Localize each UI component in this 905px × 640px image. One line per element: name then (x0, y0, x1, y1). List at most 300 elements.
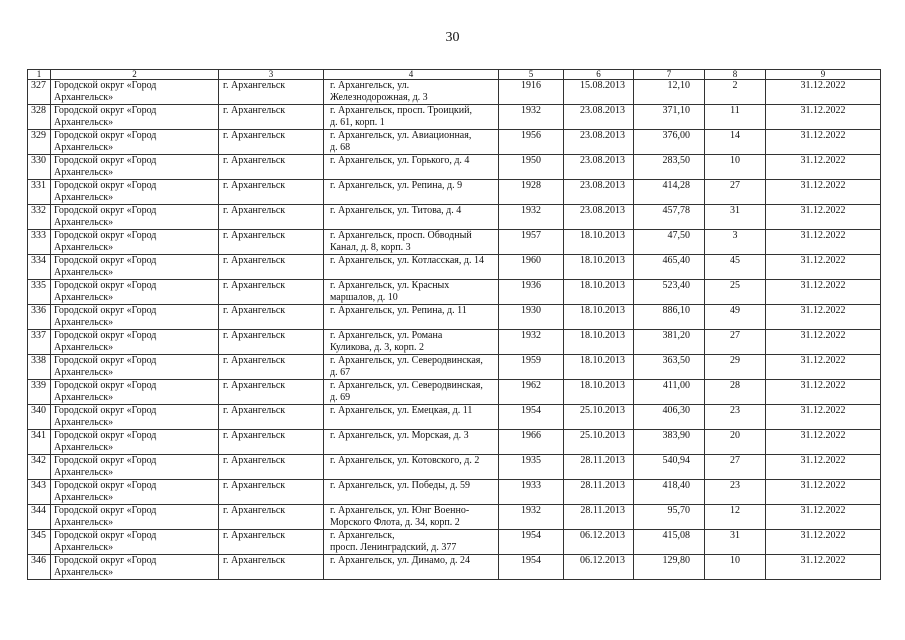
city-cell-line: г. Архангельск (223, 230, 286, 241)
deadline-cell (766, 255, 881, 280)
count-cell-line: 11 (730, 105, 740, 116)
owner-cell-line: Архангельск» (54, 92, 114, 103)
area-cell (634, 380, 705, 405)
count-cell (705, 80, 766, 105)
count-cell (705, 330, 766, 355)
year-cell-line: 1932 (521, 205, 541, 216)
owner-cell-line: Архангельск» (54, 142, 114, 153)
count-cell-line: 14 (730, 130, 740, 141)
area-cell (634, 355, 705, 380)
address-cell-line: г. Архангельск, ул. Юнг Военно- (330, 505, 470, 516)
date-cell-line: 23.08.2013 (580, 180, 625, 191)
address-cell-line: г. Архангельск, ул. Горького, д. 4 (330, 155, 470, 166)
address-cell (324, 480, 499, 505)
area-cell-line: 383,90 (662, 430, 690, 441)
deadline-cell-line: 31.12.2022 (800, 80, 846, 91)
row-number-cell-line: 346 (31, 555, 46, 566)
city-cell-line: г. Архангельск (223, 355, 286, 366)
count-cell-line: 45 (730, 255, 740, 266)
city-cell-line: г. Архангельск (223, 180, 286, 191)
year-cell (499, 330, 564, 355)
column-header: 2 (51, 70, 219, 80)
deadline-cell (766, 430, 881, 455)
deadline-cell (766, 405, 881, 430)
date-cell-line: 18.10.2013 (580, 305, 625, 316)
table-row (28, 80, 881, 105)
year-cell (499, 280, 564, 305)
city-cell-line: г. Архангельск (223, 505, 286, 516)
year-cell-line: 1960 (521, 255, 541, 266)
owner-cell-line: Городской округ «Город (54, 205, 157, 216)
date-cell (564, 180, 634, 205)
count-cell (705, 180, 766, 205)
row-number-cell (28, 505, 51, 530)
owner-cell-line: Архангельск» (54, 567, 114, 578)
address-cell (324, 205, 499, 230)
count-cell (705, 205, 766, 230)
area-cell-line: 381,20 (662, 330, 690, 341)
city-cell (219, 80, 324, 105)
owner-cell-line: Городской округ «Город (54, 405, 157, 416)
column-header: 6 (564, 70, 634, 80)
owner-cell-line: Архангельск» (54, 192, 114, 203)
owner-cell-line: Городской округ «Город (54, 505, 157, 516)
owner-cell-line: Городской округ «Город (54, 180, 157, 191)
city-cell (219, 280, 324, 305)
row-number-cell-line: 342 (31, 455, 46, 466)
table-row (28, 530, 881, 555)
year-cell (499, 455, 564, 480)
column-header: 3 (219, 70, 324, 80)
row-number-cell-line: 340 (31, 405, 46, 416)
owner-cell-line: Архангельск» (54, 242, 114, 253)
area-cell (634, 455, 705, 480)
owner-cell-line: Архангельск» (54, 442, 114, 453)
column-header: 8 (705, 70, 766, 80)
date-cell (564, 155, 634, 180)
date-cell (564, 205, 634, 230)
year-cell-line: 1959 (521, 355, 541, 366)
date-cell-line: 15.08.2013 (580, 80, 625, 91)
date-cell-line: 18.10.2013 (580, 230, 625, 241)
date-cell-line: 28.11.2013 (580, 480, 625, 491)
address-cell (324, 530, 499, 555)
city-cell-line: г. Архангельск (223, 280, 286, 291)
deadline-cell-line: 31.12.2022 (800, 555, 846, 566)
address-cell (324, 380, 499, 405)
count-cell-line: 49 (730, 305, 740, 316)
area-cell (634, 230, 705, 255)
area-cell-line: 411,00 (662, 380, 690, 391)
year-cell (499, 130, 564, 155)
address-cell-line: г. Архангельск, ул. Котласская, д. 14 (330, 255, 484, 266)
owner-cell (51, 180, 219, 205)
owner-cell (51, 155, 219, 180)
row-number-cell (28, 430, 51, 455)
date-cell (564, 130, 634, 155)
page-number: 30 (445, 30, 460, 45)
table-row (28, 105, 881, 130)
count-cell (705, 155, 766, 180)
row-number-cell (28, 155, 51, 180)
owner-cell (51, 80, 219, 105)
address-cell-line: г. Архангельск, ул. Репина, д. 11 (330, 305, 467, 316)
column-header: 9 (766, 70, 881, 80)
year-cell-line: 1956 (521, 130, 541, 141)
owner-cell-line: Городской округ «Город (54, 255, 157, 266)
count-cell-line: 10 (730, 155, 740, 166)
year-cell (499, 305, 564, 330)
city-cell (219, 505, 324, 530)
owner-cell-line: Городской округ «Город (54, 105, 157, 116)
area-cell (634, 405, 705, 430)
date-cell-line: 23.08.2013 (580, 130, 625, 141)
year-cell-line: 1954 (521, 405, 541, 416)
row-number-cell-line: 332 (31, 205, 46, 216)
deadline-cell-line: 31.12.2022 (800, 105, 846, 116)
date-cell (564, 355, 634, 380)
count-cell-line: 3 (732, 230, 738, 241)
owner-cell-line: Городской округ «Город (54, 355, 157, 366)
year-cell-line: 1962 (521, 380, 541, 391)
count-cell (705, 505, 766, 530)
address-cell-line: Железнодорожная, д. 3 (330, 92, 428, 103)
address-cell-line: д. 67 (330, 367, 351, 378)
owner-cell (51, 355, 219, 380)
date-cell-line: 28.11.2013 (580, 505, 625, 516)
year-cell (499, 480, 564, 505)
area-cell (634, 80, 705, 105)
date-cell (564, 505, 634, 530)
row-number-cell-line: 328 (31, 105, 46, 116)
year-cell (499, 505, 564, 530)
deadline-cell-line: 31.12.2022 (800, 405, 846, 416)
year-cell (499, 405, 564, 430)
address-cell (324, 355, 499, 380)
address-cell (324, 455, 499, 480)
deadline-cell-line: 31.12.2022 (800, 330, 846, 341)
owner-cell (51, 505, 219, 530)
column-header: 5 (499, 70, 564, 80)
city-cell-line: г. Архангельск (223, 80, 286, 91)
deadline-cell (766, 480, 881, 505)
address-cell-line: г. Архангельск, ул. Титова, д. 4 (330, 205, 462, 216)
owner-cell (51, 555, 219, 580)
city-cell-line: г. Архангельск (223, 555, 286, 566)
area-cell (634, 280, 705, 305)
city-cell-line: г. Архангельск (223, 530, 286, 541)
area-cell (634, 480, 705, 505)
owner-cell-line: Городской округ «Город (54, 530, 157, 541)
area-cell-line: 376,00 (662, 130, 690, 141)
count-cell (705, 305, 766, 330)
address-cell-line: просп. Ленинградский, д. 377 (330, 542, 457, 553)
address-cell (324, 130, 499, 155)
city-cell-line: г. Архангельск (223, 480, 286, 491)
owner-cell-line: Городской округ «Город (54, 380, 157, 391)
row-number-cell (28, 530, 51, 555)
owner-cell-line: Архангельск» (54, 217, 114, 228)
year-cell-line: 1932 (521, 105, 541, 116)
column-header: 7 (634, 70, 705, 80)
date-cell (564, 80, 634, 105)
city-cell-line: г. Архангельск (223, 430, 286, 441)
owner-cell (51, 255, 219, 280)
city-cell (219, 530, 324, 555)
owner-cell (51, 205, 219, 230)
table-row (28, 180, 881, 205)
year-cell-line: 1935 (521, 455, 541, 466)
date-cell-line: 25.10.2013 (580, 430, 625, 441)
count-cell-line: 20 (730, 430, 740, 441)
address-cell (324, 330, 499, 355)
deadline-cell (766, 205, 881, 230)
deadline-cell-line: 31.12.2022 (800, 430, 846, 441)
city-cell-line: г. Архангельск (223, 255, 286, 266)
date-cell (564, 330, 634, 355)
date-cell-line: 25.10.2013 (580, 405, 625, 416)
city-cell (219, 305, 324, 330)
date-cell (564, 380, 634, 405)
owner-cell (51, 530, 219, 555)
city-cell (219, 330, 324, 355)
date-cell-line: 18.10.2013 (580, 380, 625, 391)
row-number-cell (28, 305, 51, 330)
deadline-cell (766, 130, 881, 155)
count-cell-line: 10 (730, 555, 740, 566)
owner-cell-line: Архангельск» (54, 267, 114, 278)
owner-cell-line: Городской округ «Город (54, 130, 157, 141)
table-row (28, 130, 881, 155)
deadline-cell (766, 105, 881, 130)
owner-cell (51, 230, 219, 255)
owner-cell-line: Городской округ «Город (54, 155, 157, 166)
address-cell-line: г. Архангельск, ул. Емецкая, д. 11 (330, 405, 473, 416)
count-cell-line: 29 (730, 355, 740, 366)
row-number-cell (28, 555, 51, 580)
count-cell-line: 27 (730, 455, 740, 466)
year-cell (499, 255, 564, 280)
owner-cell-line: Архангельск» (54, 492, 114, 503)
deadline-cell (766, 180, 881, 205)
count-cell-line: 12 (730, 505, 740, 516)
row-number-cell-line: 334 (31, 255, 46, 266)
year-cell (499, 180, 564, 205)
address-cell (324, 405, 499, 430)
owner-cell-line: Архангельск» (54, 117, 114, 128)
city-cell-line: г. Архангельск (223, 105, 286, 116)
city-cell (219, 405, 324, 430)
count-cell-line: 23 (730, 405, 740, 416)
table-row (28, 455, 881, 480)
table-row (28, 505, 881, 530)
address-cell-line: Морского Флота, д. 34, корп. 2 (330, 517, 460, 528)
city-cell (219, 380, 324, 405)
address-cell-line: г. Архангельск, ул. Авиационная, (330, 130, 472, 141)
date-cell-line: 18.10.2013 (580, 255, 625, 266)
address-cell (324, 155, 499, 180)
area-cell (634, 155, 705, 180)
deadline-cell (766, 330, 881, 355)
table-row (28, 205, 881, 230)
year-cell (499, 355, 564, 380)
city-cell (219, 480, 324, 505)
area-cell (634, 330, 705, 355)
row-number-cell (28, 355, 51, 380)
row-number-cell-line: 345 (31, 530, 46, 541)
owner-cell (51, 280, 219, 305)
year-cell (499, 530, 564, 555)
row-number-cell (28, 330, 51, 355)
deadline-cell-line: 31.12.2022 (800, 480, 846, 491)
area-cell-line: 523,40 (662, 280, 690, 291)
deadline-cell-line: 31.12.2022 (800, 255, 846, 266)
row-number-cell-line: 343 (31, 480, 46, 491)
city-cell (219, 355, 324, 380)
table-row (28, 280, 881, 305)
address-cell-line: г. Архангельск, ул. Красных (330, 280, 450, 291)
owner-cell-line: Городской округ «Город (54, 430, 157, 441)
year-cell-line: 1966 (521, 430, 541, 441)
area-cell-line: 406,30 (662, 405, 690, 416)
year-cell-line: 1933 (521, 480, 541, 491)
row-number-cell-line: 327 (31, 80, 46, 91)
count-cell-line: 28 (730, 380, 740, 391)
address-cell (324, 505, 499, 530)
table-row (28, 430, 881, 455)
date-cell (564, 255, 634, 280)
area-cell-line: 47,50 (667, 230, 690, 241)
row-number-cell (28, 230, 51, 255)
area-cell (634, 105, 705, 130)
area-cell-line: 95,70 (667, 505, 690, 516)
count-cell (705, 530, 766, 555)
owner-cell (51, 330, 219, 355)
owner-cell-line: Городской округ «Город (54, 330, 157, 341)
address-cell-line: г. Архангельск, просп. Обводный (330, 230, 472, 241)
owner-cell (51, 130, 219, 155)
area-cell (634, 255, 705, 280)
count-cell-line: 2 (732, 80, 738, 91)
date-cell-line: 23.08.2013 (580, 155, 625, 166)
date-cell-line: 18.10.2013 (580, 280, 625, 291)
row-number-cell (28, 80, 51, 105)
date-cell-line: 18.10.2013 (580, 330, 625, 341)
area-cell-line: 457,78 (662, 205, 690, 216)
owner-cell-line: Архангельск» (54, 367, 114, 378)
deadline-cell (766, 505, 881, 530)
area-cell-line: 371,10 (662, 105, 690, 116)
deadline-cell (766, 555, 881, 580)
address-cell-line: д. 69 (330, 392, 351, 403)
date-cell-line: 23.08.2013 (580, 205, 625, 216)
address-cell-line: г. Архангельск, ул. Динамо, д. 24 (330, 555, 471, 566)
city-cell-line: г. Архангельск (223, 155, 286, 166)
count-cell-line: 23 (730, 480, 740, 491)
deadline-cell-line: 31.12.2022 (800, 130, 846, 141)
row-number-cell (28, 405, 51, 430)
year-cell (499, 380, 564, 405)
owner-cell (51, 405, 219, 430)
date-cell-line: 06.12.2013 (580, 555, 625, 566)
year-cell (499, 155, 564, 180)
owner-cell-line: Городской округ «Город (54, 230, 157, 241)
row-number-cell (28, 480, 51, 505)
owner-cell-line: Архангельск» (54, 517, 114, 528)
deadline-cell (766, 280, 881, 305)
owner-cell-line: Городской округ «Город (54, 455, 157, 466)
date-cell (564, 230, 634, 255)
deadline-cell-line: 31.12.2022 (800, 380, 846, 391)
deadline-cell-line: 31.12.2022 (800, 530, 846, 541)
count-cell (705, 230, 766, 255)
area-cell-line: 363,50 (662, 355, 690, 366)
year-cell (499, 205, 564, 230)
owner-cell-line: Архангельск» (54, 392, 114, 403)
deadline-cell (766, 455, 881, 480)
table-row (28, 230, 881, 255)
city-cell (219, 430, 324, 455)
area-cell (634, 305, 705, 330)
address-cell-line: Куликова, д. 3, корп. 2 (330, 342, 424, 353)
address-cell-line: г. Архангельск, ул. Северодвинская, (330, 355, 483, 366)
city-cell (219, 155, 324, 180)
address-cell (324, 430, 499, 455)
area-cell-line: 418,40 (662, 480, 690, 491)
deadline-cell-line: 31.12.2022 (800, 505, 846, 516)
city-cell-line: г. Архангельск (223, 305, 286, 316)
count-cell-line: 31 (730, 530, 740, 541)
area-cell-line: 540,94 (662, 455, 690, 466)
area-cell (634, 530, 705, 555)
city-cell-line: г. Архангельск (223, 380, 286, 391)
city-cell (219, 205, 324, 230)
owner-cell-line: Городской округ «Город (54, 305, 157, 316)
registry-table (27, 69, 881, 580)
row-number-cell-line: 338 (31, 355, 46, 366)
deadline-cell-line: 31.12.2022 (800, 180, 846, 191)
row-number-cell (28, 380, 51, 405)
count-cell (705, 355, 766, 380)
row-number-cell-line: 335 (31, 280, 46, 291)
year-cell-line: 1916 (521, 80, 541, 91)
address-cell-line: г. Архангельск, ул. (330, 80, 410, 91)
area-cell-line: 12,10 (667, 80, 690, 91)
area-cell-line: 886,10 (662, 305, 690, 316)
area-cell (634, 505, 705, 530)
owner-cell (51, 380, 219, 405)
row-number-cell-line: 336 (31, 305, 46, 316)
row-number-cell (28, 130, 51, 155)
row-number-cell (28, 205, 51, 230)
address-cell-line: г. Архангельск, ул. Победы, д. 59 (330, 480, 471, 491)
year-cell (499, 555, 564, 580)
address-cell-line: г. Архангельск, ул. Северодвинская, (330, 380, 483, 391)
area-cell-line: 283,50 (662, 155, 690, 166)
date-cell (564, 480, 634, 505)
city-cell (219, 130, 324, 155)
area-cell (634, 430, 705, 455)
area-cell-line: 465,40 (662, 255, 690, 266)
year-cell-line: 1928 (521, 180, 541, 191)
count-cell-line: 27 (730, 180, 740, 191)
address-cell (324, 105, 499, 130)
row-number-cell (28, 455, 51, 480)
owner-cell-line: Городской округ «Город (54, 280, 157, 291)
city-cell (219, 230, 324, 255)
row-number-cell (28, 105, 51, 130)
address-cell-line: г. Архангельск, (330, 530, 395, 541)
